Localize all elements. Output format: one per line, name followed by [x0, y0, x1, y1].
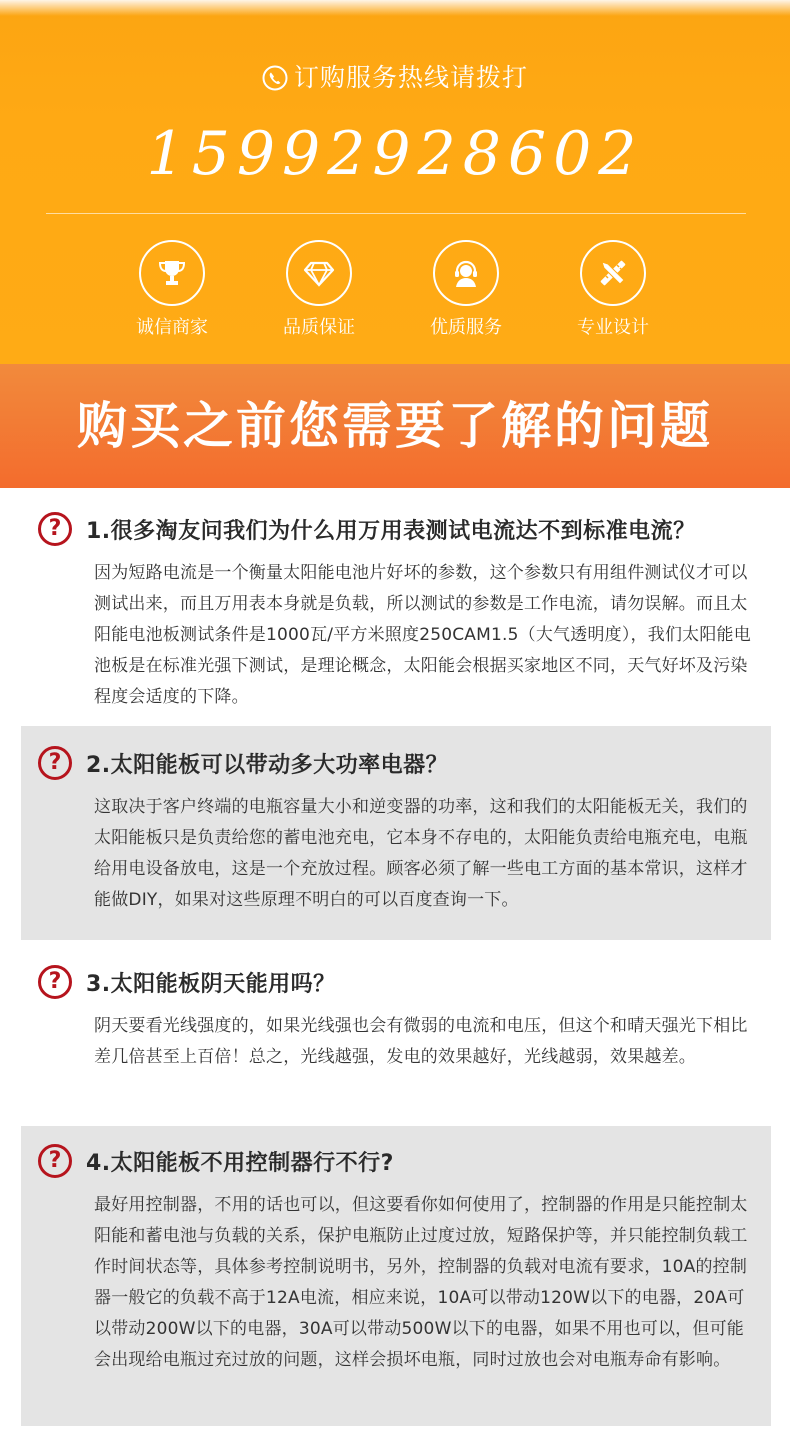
faq-answer: 最好用控制器，不用的话也可以，但这要看你如何使用了，控制器的作用是只能控制太阳能和蓄电池与负载的关系，保护电瓶防止过度过放，短路保护等，并只能控制负载工作时间状态等，具体参考控制说明书，另外，控制器的负载对电流有要求，10A的控制器一般它的负载不高于12A电流，相应来说，10A可以带动120W以下的电器，20A可以带动200W以下的电器，30A可以带动500W以下的电器，如果不用也可以，但可能会出现给电瓶过充过放的问题，这样会损坏电瓶，同时过放也会对电瓶寿命有影响。: [94, 1195, 748, 1370]
question-icon: ?: [38, 965, 72, 999]
trophy-icon: [155, 256, 189, 290]
feature-label: 品质保证: [283, 317, 355, 338]
faq-item-4: [21, 1126, 771, 1426]
phone-number[interactable]: 15992928602: [146, 119, 644, 189]
phone-icon: [262, 65, 288, 91]
feature-label: 专业设计: [577, 317, 649, 338]
faq-answer: 阴天要看光线强度的，如果光线强也会有微弱的电流和电压，但这个和晴天强光下相比差几倍甚至上百倍！总之，光线越强，发电的效果越好，光线越弱，效果越差。: [94, 1016, 748, 1067]
faq-answer: 因为短路电流是一个衡量太阳能电池片好坏的参数，这个参数只有用组件测试仪才可以测试出来，而且万用表本身就是负载，所以测试的参数是工作电流，请勿误解。而且太阳能电池板测试条件是1000瓦/平方米照度250CAM1.5（大气透明度），我们太阳能电池板是在标准光强下测试，是理论概念，太阳能会根据买家地区不同，天气好坏及污染程度会适度的下降。: [94, 563, 751, 707]
header-band: [0, 0, 790, 364]
banner-title: 购买之前您需要了解的问题: [77, 397, 713, 455]
feature-quality-service: [406, 240, 526, 341]
faq-question: 1.很多淘友问我们为什么用万用表测试电流达不到标准电流？: [86, 518, 696, 544]
question-icon: ?: [38, 746, 72, 780]
faq-item-2: [21, 726, 771, 940]
feature-quality-guarantee: [259, 240, 379, 341]
diamond-icon: [302, 256, 336, 290]
question-icon: ?: [38, 1144, 72, 1178]
header-divider: [46, 213, 746, 214]
feature-professional-design: [553, 240, 673, 341]
hotline-label: 订购服务热线请拨打: [293, 63, 528, 92]
question-icon: ?: [38, 512, 72, 546]
hotline: [0, 60, 790, 96]
feature-label: 优质服务: [430, 317, 502, 338]
title-banner: [0, 364, 790, 488]
faq-question: 3.太阳能板阴天能用吗？: [86, 971, 336, 997]
faq-answer: 这取决于客户终端的电瓶容量大小和逆变器的功率，这和我们的太阳能板无关，我们的太阳能板只是负责给您的蓄电池充电，它本身不存电的，太阳能负责给电瓶充电，电瓶给用电设备放电，这是一个充放过程。顾客必须了解一些电工方面的基本常识，这样才能做DIY，如果对这些原理不明白的可以百度查询一下。: [94, 797, 748, 910]
faq-item-1: [21, 488, 771, 716]
feature-label: 诚信商家: [136, 317, 208, 338]
faq-question: 4.太阳能板不用控制器行不行?: [86, 1150, 394, 1176]
faq-item-3: [21, 940, 771, 1120]
support-agent-icon: [449, 256, 483, 290]
faq-question: 2.太阳能板可以带动多大功率电器？: [86, 752, 449, 778]
design-tools-icon: [596, 256, 630, 290]
feature-honest-merchant: [112, 240, 232, 341]
